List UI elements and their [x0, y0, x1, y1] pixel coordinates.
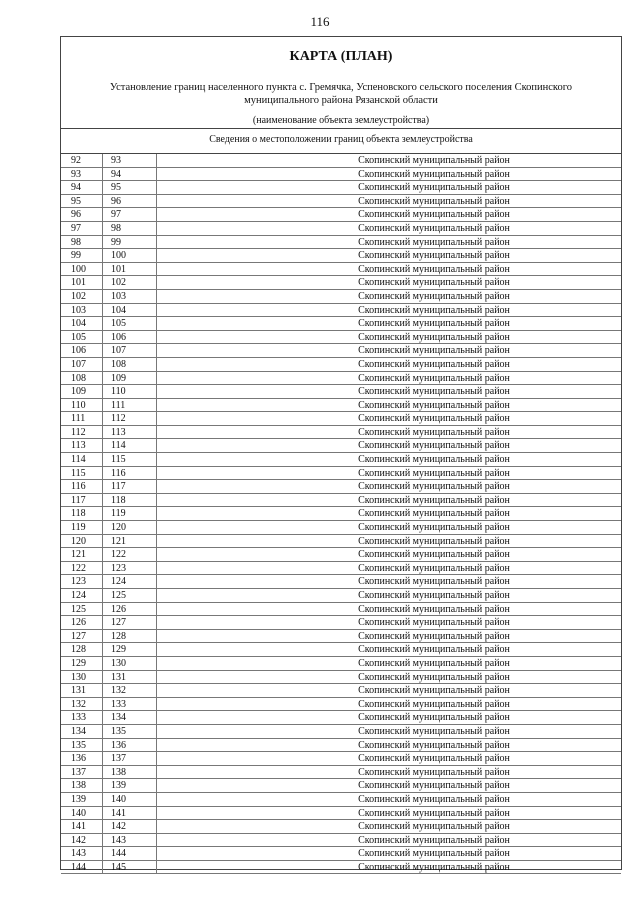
- point-to-cell: 132: [103, 684, 157, 697]
- point-to-cell: 98: [103, 222, 157, 235]
- point-from-cell: 117: [61, 494, 103, 507]
- point-to-cell: 108: [103, 358, 157, 371]
- description-cell: Скопинский муниципальный район: [358, 562, 510, 574]
- point-from-cell: 95: [61, 195, 103, 208]
- table-row: [61, 793, 621, 807]
- table-row: [61, 222, 621, 236]
- description-cell: Скопинский муниципальный район: [358, 644, 510, 656]
- point-to-cell: 127: [103, 616, 157, 629]
- table-row: [61, 807, 621, 821]
- point-to-cell: 138: [103, 766, 157, 779]
- table-row: [61, 834, 621, 848]
- table-row: [61, 521, 621, 535]
- table-row: [61, 603, 621, 617]
- description-cell: Скопинский муниципальный район: [358, 834, 510, 846]
- table-row: [61, 426, 621, 440]
- point-from-cell: 100: [61, 263, 103, 276]
- description-cell: Скопинский муниципальный район: [358, 290, 510, 302]
- point-from-cell: 143: [61, 847, 103, 860]
- description-cell: Скопинский муниципальный район: [358, 358, 510, 370]
- point-to-cell: 103: [103, 290, 157, 303]
- point-to-cell: 144: [103, 847, 157, 860]
- point-from-cell: 129: [61, 657, 103, 670]
- point-to-cell: 117: [103, 480, 157, 493]
- description-cell: Скопинский муниципальный район: [358, 372, 510, 384]
- table-row: [61, 181, 621, 195]
- point-from-cell: 104: [61, 317, 103, 330]
- point-to-cell: 123: [103, 562, 157, 575]
- page-number: 116: [310, 14, 330, 29]
- table-row: [61, 847, 621, 861]
- point-from-cell: 120: [61, 535, 103, 548]
- point-from-cell: 93: [61, 168, 103, 181]
- description-cell: Скопинский муниципальный район: [358, 195, 510, 207]
- point-from-cell: 109: [61, 385, 103, 398]
- table-row: [61, 779, 621, 793]
- point-to-cell: 97: [103, 208, 157, 221]
- table-row: [61, 412, 621, 426]
- object-caption: (наименование объекта землеустройства): [252, 115, 430, 126]
- point-to-cell: 96: [103, 195, 157, 208]
- point-to-cell: 124: [103, 575, 157, 588]
- table-row: [61, 616, 621, 630]
- point-from-cell: 97: [61, 222, 103, 235]
- point-to-cell: 131: [103, 671, 157, 684]
- table-row: [61, 589, 621, 603]
- description-cell: Скопинский муниципальный район: [358, 698, 510, 710]
- description-cell: Скопинский муниципальный район: [358, 386, 510, 398]
- description-cell: Скопинский муниципальный район: [358, 304, 510, 316]
- point-to-cell: 99: [103, 236, 157, 249]
- description-cell: Скопинский муниципальный район: [358, 209, 510, 221]
- table-row: [61, 208, 621, 222]
- point-from-cell: 138: [61, 779, 103, 792]
- point-to-cell: 101: [103, 263, 157, 276]
- point-from-cell: 113: [61, 439, 103, 452]
- table-row: [61, 372, 621, 386]
- point-to-cell: 116: [103, 467, 157, 480]
- description-cell: Скопинский муниципальный район: [358, 630, 510, 642]
- point-from-cell: 136: [61, 752, 103, 765]
- description-cell: Скопинский муниципальный район: [358, 780, 510, 792]
- description-cell: Скопинский муниципальный район: [358, 277, 510, 289]
- point-to-cell: 118: [103, 494, 157, 507]
- table-row: [61, 453, 621, 467]
- description-cell: Скопинский муниципальный район: [358, 236, 510, 248]
- point-to-cell: 134: [103, 711, 157, 724]
- table-row: [61, 766, 621, 780]
- point-from-cell: 108: [61, 372, 103, 385]
- table-row: [61, 711, 621, 725]
- table-row: [61, 304, 621, 318]
- description-cell: Скопинский муниципальный район: [358, 685, 510, 697]
- point-to-cell: 95: [103, 181, 157, 194]
- description-cell: Скопинский муниципальный район: [358, 807, 510, 819]
- point-from-cell: 118: [61, 507, 103, 520]
- point-to-cell: 137: [103, 752, 157, 765]
- point-to-cell: 129: [103, 643, 157, 656]
- description-cell: Скопинский муниципальный район: [358, 345, 510, 357]
- table-row: [61, 739, 621, 753]
- point-from-cell: 124: [61, 589, 103, 602]
- description-cell: Скопинский муниципальный район: [358, 454, 510, 466]
- point-from-cell: 125: [61, 603, 103, 616]
- point-from-cell: 144: [61, 861, 103, 874]
- point-to-cell: 136: [103, 739, 157, 752]
- description-cell: Скопинский муниципальный район: [358, 426, 510, 438]
- table-row: [61, 467, 621, 481]
- point-to-cell: 110: [103, 385, 157, 398]
- point-from-cell: 130: [61, 671, 103, 684]
- point-to-cell: 109: [103, 372, 157, 385]
- table-row: [61, 290, 621, 304]
- table-row: [61, 154, 621, 168]
- description-cell: Скопинский муниципальный район: [358, 725, 510, 737]
- point-from-cell: 115: [61, 467, 103, 480]
- description-cell: Скопинский муниципальный район: [358, 399, 510, 411]
- object-name: Установление границ населенного пункта с. Гремячка, Успеновского сельского поселения Скопинского муниципального района Рязанской области: [109, 82, 573, 106]
- description-cell: Скопинский муниципальный район: [358, 467, 510, 479]
- point-from-cell: 128: [61, 643, 103, 656]
- description-cell: Скопинский муниципальный район: [358, 222, 510, 234]
- point-to-cell: 111: [103, 399, 157, 412]
- point-from-cell: 116: [61, 480, 103, 493]
- description-cell: Скопинский муниципальный район: [358, 413, 510, 425]
- point-to-cell: 93: [103, 154, 157, 167]
- description-cell: Скопинский муниципальный район: [358, 848, 510, 860]
- description-cell: Скопинский муниципальный район: [358, 263, 510, 275]
- table-row: [61, 643, 621, 657]
- point-from-cell: 123: [61, 575, 103, 588]
- description-cell: Скопинский муниципальный район: [358, 821, 510, 833]
- description-cell: Скопинский муниципальный район: [358, 739, 510, 751]
- point-from-cell: 121: [61, 548, 103, 561]
- point-to-cell: 145: [103, 861, 157, 874]
- point-to-cell: 130: [103, 657, 157, 670]
- point-from-cell: 101: [61, 276, 103, 289]
- description-cell: Скопинский муниципальный район: [358, 657, 510, 669]
- description-cell: Скопинский муниципальный район: [358, 508, 510, 520]
- point-from-cell: 112: [61, 426, 103, 439]
- description-cell: Скопинский муниципальный район: [358, 576, 510, 588]
- point-to-cell: 105: [103, 317, 157, 330]
- point-to-cell: 112: [103, 412, 157, 425]
- description-cell: Скопинский муниципальный район: [358, 250, 510, 262]
- point-from-cell: 107: [61, 358, 103, 371]
- description-cell: Скопинский муниципальный район: [358, 753, 510, 765]
- description-cell: Скопинский муниципальный район: [358, 318, 510, 330]
- point-to-cell: 115: [103, 453, 157, 466]
- point-to-cell: 135: [103, 725, 157, 738]
- table-row: [61, 249, 621, 263]
- point-to-cell: 94: [103, 168, 157, 181]
- point-from-cell: 122: [61, 562, 103, 575]
- table-row: [61, 575, 621, 589]
- table-row: [61, 276, 621, 290]
- point-to-cell: 107: [103, 344, 157, 357]
- table-row: [61, 671, 621, 685]
- point-to-cell: 122: [103, 548, 157, 561]
- point-to-cell: 114: [103, 439, 157, 452]
- table-row: [61, 657, 621, 671]
- table-row: [61, 752, 621, 766]
- point-from-cell: 139: [61, 793, 103, 806]
- description-cell: Скопинский муниципальный район: [358, 793, 510, 805]
- title-block: [61, 37, 621, 129]
- table-row: [61, 344, 621, 358]
- table-row: [61, 263, 621, 277]
- point-from-cell: 137: [61, 766, 103, 779]
- point-from-cell: 96: [61, 208, 103, 221]
- point-to-cell: 121: [103, 535, 157, 548]
- description-cell: Скопинский муниципальный район: [358, 440, 510, 452]
- description-cell: Скопинский муниципальный район: [358, 712, 510, 724]
- description-cell: Скопинский муниципальный район: [358, 861, 510, 873]
- description-cell: Скопинский муниципальный район: [358, 155, 510, 166]
- description-cell: Скопинский муниципальный район: [358, 603, 510, 615]
- table-row: [61, 480, 621, 494]
- point-from-cell: 106: [61, 344, 103, 357]
- table-row: [61, 399, 621, 413]
- table-row: [61, 861, 621, 875]
- point-from-cell: 111: [61, 412, 103, 425]
- point-to-cell: 139: [103, 779, 157, 792]
- point-to-cell: 120: [103, 521, 157, 534]
- table-row: [61, 698, 621, 712]
- table-row: [61, 820, 621, 834]
- point-to-cell: 106: [103, 331, 157, 344]
- description-cell: Скопинский муниципальный район: [358, 494, 510, 506]
- point-to-cell: 140: [103, 793, 157, 806]
- table-row: [61, 630, 621, 644]
- table-row: [61, 195, 621, 209]
- description-cell: Скопинский муниципальный район: [358, 522, 510, 534]
- table-row: [61, 494, 621, 508]
- point-to-cell: 102: [103, 276, 157, 289]
- description-cell: Скопинский муниципальный район: [358, 481, 510, 493]
- point-from-cell: 131: [61, 684, 103, 697]
- point-to-cell: 126: [103, 603, 157, 616]
- table-row: [61, 562, 621, 576]
- point-to-cell: 100: [103, 249, 157, 262]
- point-to-cell: 143: [103, 834, 157, 847]
- point-from-cell: 105: [61, 331, 103, 344]
- point-from-cell: 141: [61, 820, 103, 833]
- point-from-cell: 92: [61, 154, 103, 167]
- table-row: [61, 507, 621, 521]
- description-cell: Скопинский муниципальный район: [358, 617, 510, 629]
- description-cell: Скопинский муниципальный район: [358, 549, 510, 561]
- document-title: КАРТА (ПЛАН): [289, 49, 393, 64]
- description-cell: Скопинский муниципальный район: [358, 766, 510, 778]
- point-to-cell: 142: [103, 820, 157, 833]
- point-to-cell: 113: [103, 426, 157, 439]
- point-from-cell: 94: [61, 181, 103, 194]
- table-row: [61, 168, 621, 182]
- point-to-cell: 133: [103, 698, 157, 711]
- table-row: [61, 236, 621, 250]
- point-from-cell: 135: [61, 739, 103, 752]
- point-from-cell: 103: [61, 304, 103, 317]
- point-from-cell: 142: [61, 834, 103, 847]
- point-from-cell: 110: [61, 399, 103, 412]
- table-row: [61, 548, 621, 562]
- point-from-cell: 99: [61, 249, 103, 262]
- point-from-cell: 114: [61, 453, 103, 466]
- section-caption: Сведения о местоположении границ объекта землеустройства: [61, 129, 621, 154]
- point-to-cell: 141: [103, 807, 157, 820]
- description-cell: Скопинский муниципальный район: [358, 168, 510, 180]
- point-from-cell: 134: [61, 725, 103, 738]
- table-row: [61, 439, 621, 453]
- table-row: [61, 385, 621, 399]
- table-row: [61, 317, 621, 331]
- point-from-cell: 132: [61, 698, 103, 711]
- description-cell: Скопинский муниципальный район: [358, 331, 510, 343]
- point-to-cell: 128: [103, 630, 157, 643]
- description-cell: Скопинский муниципальный район: [358, 590, 510, 601]
- point-to-cell: 119: [103, 507, 157, 520]
- point-from-cell: 102: [61, 290, 103, 303]
- table-row: [61, 684, 621, 698]
- point-from-cell: 119: [61, 521, 103, 534]
- description-cell: Скопинский муниципальный район: [358, 671, 510, 683]
- table-row: [61, 535, 621, 549]
- point-to-cell: 104: [103, 304, 157, 317]
- point-from-cell: 133: [61, 711, 103, 724]
- document-frame: [60, 36, 622, 873]
- boundary-table: [61, 154, 621, 874]
- point-from-cell: 126: [61, 616, 103, 629]
- description-cell: Скопинский муниципальный район: [358, 182, 510, 194]
- point-from-cell: 127: [61, 630, 103, 643]
- point-to-cell: 125: [103, 589, 157, 602]
- table-row: [61, 725, 621, 739]
- table-row: [61, 331, 621, 345]
- description-cell: Скопинский муниципальный район: [358, 535, 510, 547]
- point-from-cell: 98: [61, 236, 103, 249]
- point-from-cell: 140: [61, 807, 103, 820]
- table-row: [61, 358, 621, 372]
